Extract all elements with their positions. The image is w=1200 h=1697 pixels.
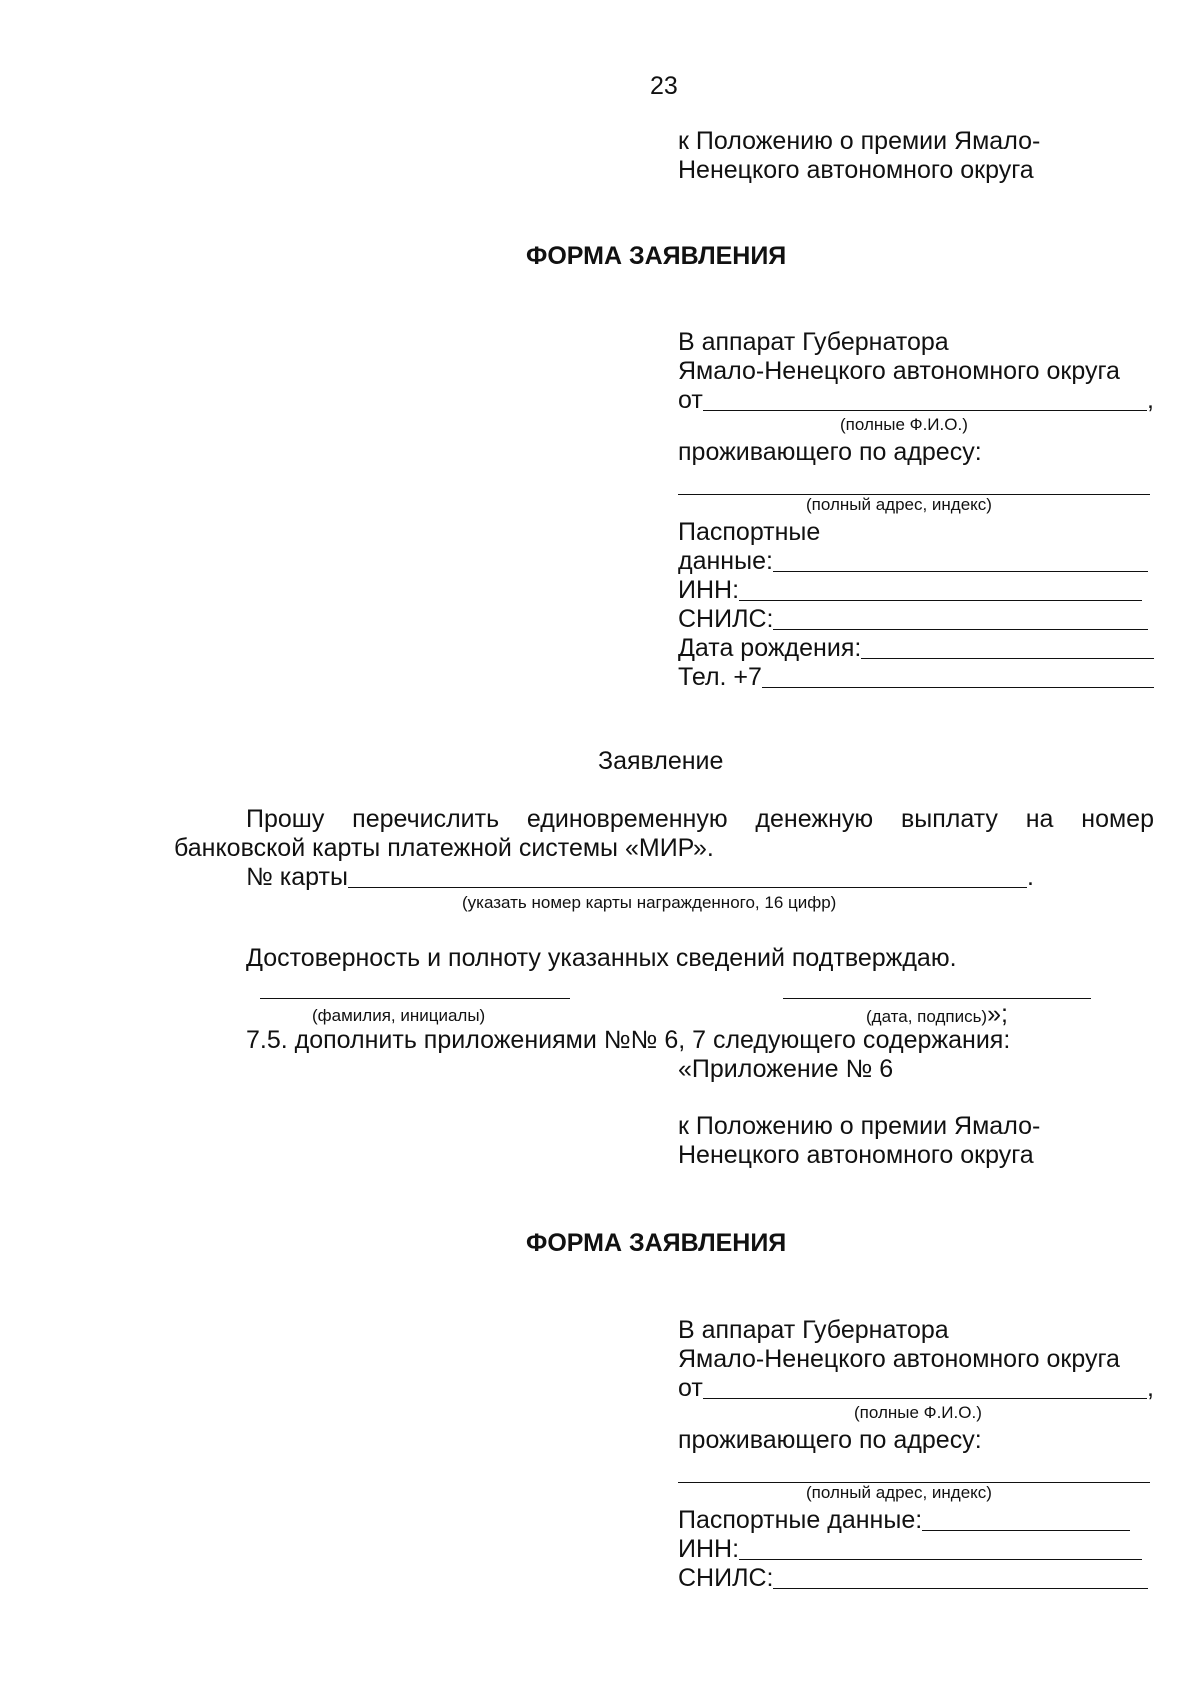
snils-blank-line-b (773, 1587, 1148, 1589)
fio-caption: (полные Ф.И.О.) (840, 415, 968, 434)
addressee-line-2: Ямало-Ненецкого автономного округа (678, 357, 1120, 385)
annex-reference-line-1-b: к Положению о премии Ямало- (678, 1112, 1041, 1140)
birth-date-blank-line (861, 657, 1154, 659)
passport-field (678, 547, 1148, 576)
inn-field-b (678, 1535, 1142, 1564)
inn-label: ИНН: (678, 576, 740, 604)
inn-blank-line-b (739, 1558, 1142, 1560)
confirmation-text: Достоверность и полноту указанных сведений подтверждаю. (246, 944, 957, 972)
date-signature-caption: (дата, подпись) (866, 1007, 988, 1026)
passport-label-line-1: Паспортные (678, 518, 821, 546)
fio-caption-b: (полные Ф.И.О.) (854, 1403, 982, 1422)
passport-field-b (678, 1506, 1130, 1535)
name-caption: (фамилия, инициалы) (312, 1006, 486, 1025)
from-field (678, 386, 1154, 415)
statement-paragraph-line-1: Прошу перечислить единовременную денежную выплату на номер (246, 805, 1154, 833)
annex-reference-line-2-b: Ненецкого автономного округа (678, 1141, 1034, 1169)
address-caption-b: (полный адрес, индекс) (806, 1483, 992, 1502)
inn-blank-line (739, 599, 1142, 601)
page-number: 23 (650, 72, 678, 100)
fio-blank-line (703, 409, 1147, 411)
address-caption: (полный адрес, индекс) (806, 495, 992, 514)
card-number-caption: (указать номер карты награжденного, 16 цифр) (462, 893, 837, 912)
statement-paragraph-line-2: банковской карты платежной системы «МИР». (174, 834, 714, 862)
from-end: , (1147, 386, 1154, 414)
residing-label-b: проживающего по адресу: (678, 1426, 982, 1454)
residing-label: проживающего по адресу: (678, 438, 982, 466)
card-number-end: . (1027, 863, 1034, 891)
passport-blank-line-b (922, 1529, 1130, 1531)
snils-label-b: СНИЛС: (678, 1564, 774, 1592)
statement-heading: Заявление (598, 747, 724, 775)
passport-label-b: Паспортные данные: (678, 1506, 923, 1534)
from-label-b: от (678, 1374, 703, 1402)
from-label: от (678, 386, 703, 414)
date-caption-group (866, 1000, 1008, 1029)
birth-date-label: Дата рождения: (678, 634, 862, 662)
name-blank-line (260, 998, 570, 999)
card-number-blank-line (348, 886, 1027, 888)
annex-reference-line-1: к Положению о премии Ямало- (678, 127, 1041, 155)
amendment-text: 7.5. дополнить приложениями №№ 6, 7 следующего содержания: (246, 1026, 1011, 1054)
snils-label: СНИЛС: (678, 605, 774, 633)
addressee-line-2-b: Ямало-Ненецкого автономного округа (678, 1345, 1120, 1373)
addressee-line-1-b: В аппарат Губернатора (678, 1316, 949, 1344)
date-signature-blank-line (783, 998, 1091, 999)
snils-blank-line (773, 628, 1148, 630)
phone-label: Тел. +7 (678, 663, 762, 691)
inn-label-b: ИНН: (678, 1535, 740, 1563)
passport-blank-line (773, 570, 1148, 572)
card-number-label: № карты (246, 863, 348, 891)
annex-reference-line-2: Ненецкого автономного округа (678, 156, 1034, 184)
from-end-b: , (1147, 1374, 1154, 1402)
phone-blank-line (762, 686, 1154, 688)
date-caption-end: »; (987, 1000, 1008, 1028)
phone-field (678, 663, 1154, 692)
inn-field (678, 576, 1142, 605)
snils-field (678, 605, 1148, 634)
annex-6-title: «Приложение № 6 (678, 1055, 894, 1083)
card-number-field (246, 863, 1034, 892)
snils-field-b (678, 1564, 1148, 1593)
from-field-b (678, 1374, 1154, 1403)
form-title-b: ФОРМА ЗАЯВЛЕНИЯ (526, 1229, 787, 1257)
birth-date-field (678, 634, 1154, 663)
addressee-line-1: В аппарат Губернатора (678, 328, 949, 356)
passport-label-line-2: данные: (678, 547, 773, 575)
form-title: ФОРМА ЗАЯВЛЕНИЯ (526, 242, 787, 270)
fio-blank-line-b (703, 1397, 1147, 1399)
